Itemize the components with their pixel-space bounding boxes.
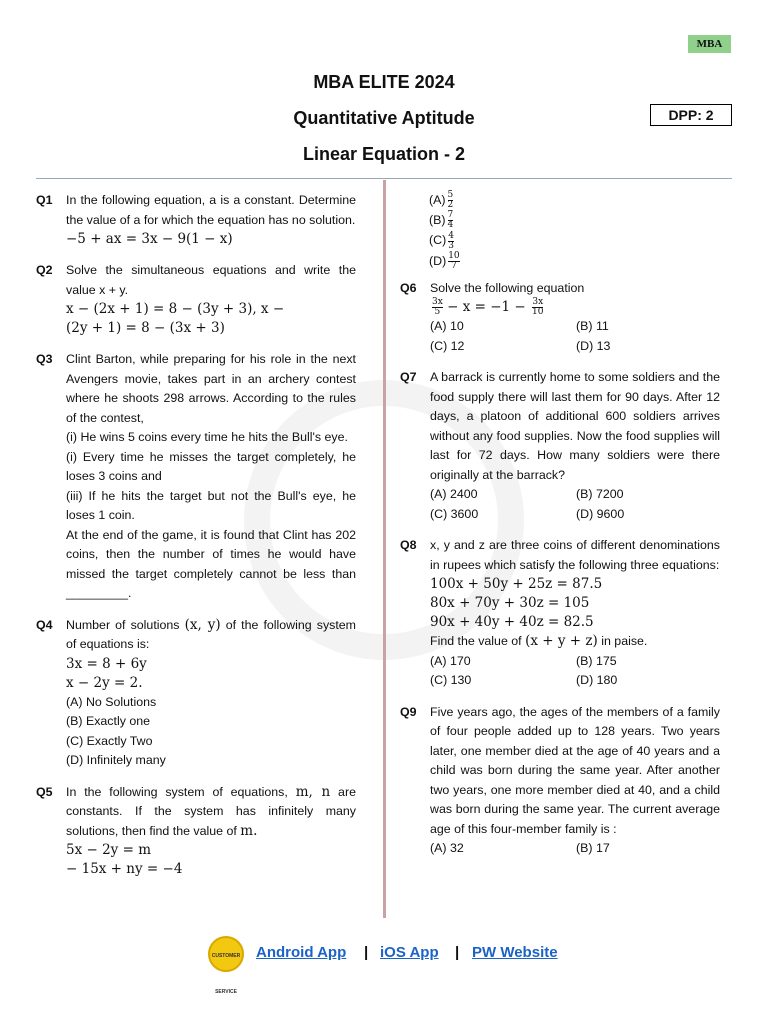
question-text: In the following system of equations, (66, 784, 288, 799)
question-text: Number of solutions (66, 617, 180, 632)
question-3 (36, 350, 356, 604)
rule-item: (i) He wins 5 coins every time he hits the Bull's eye. (66, 430, 348, 444)
question-text: A barrack is currently home to some soldiers and the food supply there will last them for 90 days. After 12 days, a platoon of additional 600 soldiers arrives without any food supplies. Now the food supplies will last for 72 days. How many soldiers were there originally at the barrack? (430, 370, 720, 482)
option: (C) Exactly Two (66, 733, 153, 748)
question-text: are constants. If the system has infinitely many solutions, then find the value of (66, 784, 356, 838)
equation: 3x = 8 + 6y (66, 655, 147, 672)
question-6 (400, 279, 720, 357)
question-5 (36, 783, 356, 880)
equation: $\frac{3x}{5}$ − x = −1 − $\frac{3x}{10}$ (432, 297, 544, 318)
option: (D) Infinitely many (66, 753, 166, 767)
dpp-box: DPP: 2 (650, 104, 732, 126)
equation: −5 + ax = 3x − 9(1 − x) (66, 231, 233, 247)
option: (D) 13 (576, 338, 611, 353)
option: (B) 17 (576, 841, 610, 856)
option: (B) 11 (576, 319, 609, 334)
equation: (2y + 1) = 8 − (3x + 3) (66, 320, 225, 336)
page-title: MBA ELITE 2024 (313, 72, 455, 92)
android-app-link[interactable]: Android App (256, 944, 347, 961)
question-number: Q6 (400, 280, 417, 295)
subject-title: Quantitative Aptitude (293, 108, 475, 128)
option: (D) $\frac{10}{7}$ (429, 250, 460, 271)
equation: x − (2x + 1) = 8 − (3y + 3), x − (66, 301, 285, 317)
question-text: Clint Barton, while preparing for his role in the next Avengers movie, takes part in an archery contest where he shoots 298 arrows. According to the rules of the contest, (66, 352, 356, 425)
question-number: Q4 (36, 617, 53, 632)
equation: 90x + 40y + 40z = 82.5 (430, 614, 594, 631)
question-text: Find the value of (430, 634, 522, 649)
option: (A) No Solutions (66, 694, 157, 709)
option: (B) 175 (576, 653, 617, 668)
question-number: Q1 (36, 193, 53, 207)
question-number: Q5 (36, 784, 53, 799)
header-divider (36, 178, 732, 179)
customer-service-logo-icon: CUSTOMER SERVICE (208, 936, 244, 972)
question-number: Q9 (400, 704, 417, 719)
options-grid (430, 485, 720, 524)
footer (0, 936, 768, 995)
equation: 80x + 70y + 30z = 105 (430, 595, 590, 612)
pw-website-link[interactable]: PW Website (472, 944, 558, 961)
footer-separator: | (364, 944, 369, 961)
question-2 (36, 261, 356, 338)
question-text: At the end of the game, it is found that Clint has 202 coins, then the number of times he would have missed the target completely cannot be less than _________. (66, 527, 356, 600)
option: (B) Exactly one (66, 714, 151, 728)
options-grid (430, 652, 720, 691)
option: (B) 7200 (576, 487, 624, 502)
option: (A) 2400 (430, 487, 478, 502)
math-term: m. (240, 822, 258, 839)
question-number: Q8 (400, 538, 417, 553)
question-text: Five years ago, the ages of the members of a family of four people added up to 128 years. Two years later, one member died at the age of 40 years and a child was born during the same year. After another two years, one more member died at 40, and a child was born during the same year. The current average age of this four-member family is : (430, 704, 720, 836)
question-text: of the following system of equations is: (66, 617, 356, 651)
equation: 100x + 50y + 25z = 87.5 (430, 576, 603, 593)
option: (A) 170 (430, 653, 471, 668)
equation: x − 2y = 2. (66, 674, 143, 691)
ios-app-link[interactable]: iOS App (380, 944, 439, 961)
option: (A) 10 (430, 319, 464, 334)
left-column (36, 191, 356, 891)
question-text: in paise. (601, 634, 648, 649)
footer-separator: | (455, 944, 460, 961)
question-text: Solve the following equation (430, 280, 585, 295)
question-9 (400, 703, 720, 859)
question-8 (400, 536, 720, 691)
question-1 (36, 191, 356, 249)
option: (A) $\frac{5}{2}$ (429, 190, 454, 211)
option: (B) $\frac{7}{4}$ (429, 210, 454, 231)
option: (C) 12 (430, 338, 465, 353)
option: (C) 130 (430, 673, 472, 688)
option: (A) 32 (430, 841, 464, 856)
rule-item: (iii) If he hits the target but not the Bull's eye, he loses 1 coin. (66, 488, 356, 522)
question-text: In the following equation, a is a constant. Determine the value of a for which the equation has no solution. (66, 193, 356, 227)
question-number: Q2 (36, 263, 53, 277)
options-grid (430, 839, 720, 859)
question-4 (36, 616, 356, 771)
option: (D) 180 (576, 673, 618, 688)
math-term: m, n (295, 783, 331, 800)
right-column (400, 190, 720, 871)
topic-title: Linear Equation - 2 (302, 144, 466, 164)
option: (D) 9600 (576, 506, 625, 521)
question-5-options (400, 190, 720, 271)
category-badge: MBA (688, 35, 731, 53)
question-text: x, y and z are three coins of different denominations in rupees which satisfy the following three equations: (430, 538, 720, 572)
math-term: (x + y + z) (525, 633, 598, 650)
option: (C) $\frac{4}{3}$ (429, 230, 454, 251)
equation: 5x − 2y = m (66, 842, 152, 858)
option: (C) 3600 (430, 506, 479, 521)
question-text: Solve the simultaneous equations and write the value x + y. (66, 263, 356, 297)
column-divider (383, 180, 386, 918)
math-term: (x, y) (184, 616, 221, 633)
question-7 (400, 368, 720, 524)
equation: − 15x + ny = −4 (66, 861, 183, 877)
options-grid (430, 317, 720, 356)
question-number: Q3 (36, 352, 53, 366)
question-number: Q7 (400, 370, 417, 385)
rule-item: (i) Every time he misses the target completely, he loses 3 coins and (66, 449, 356, 483)
